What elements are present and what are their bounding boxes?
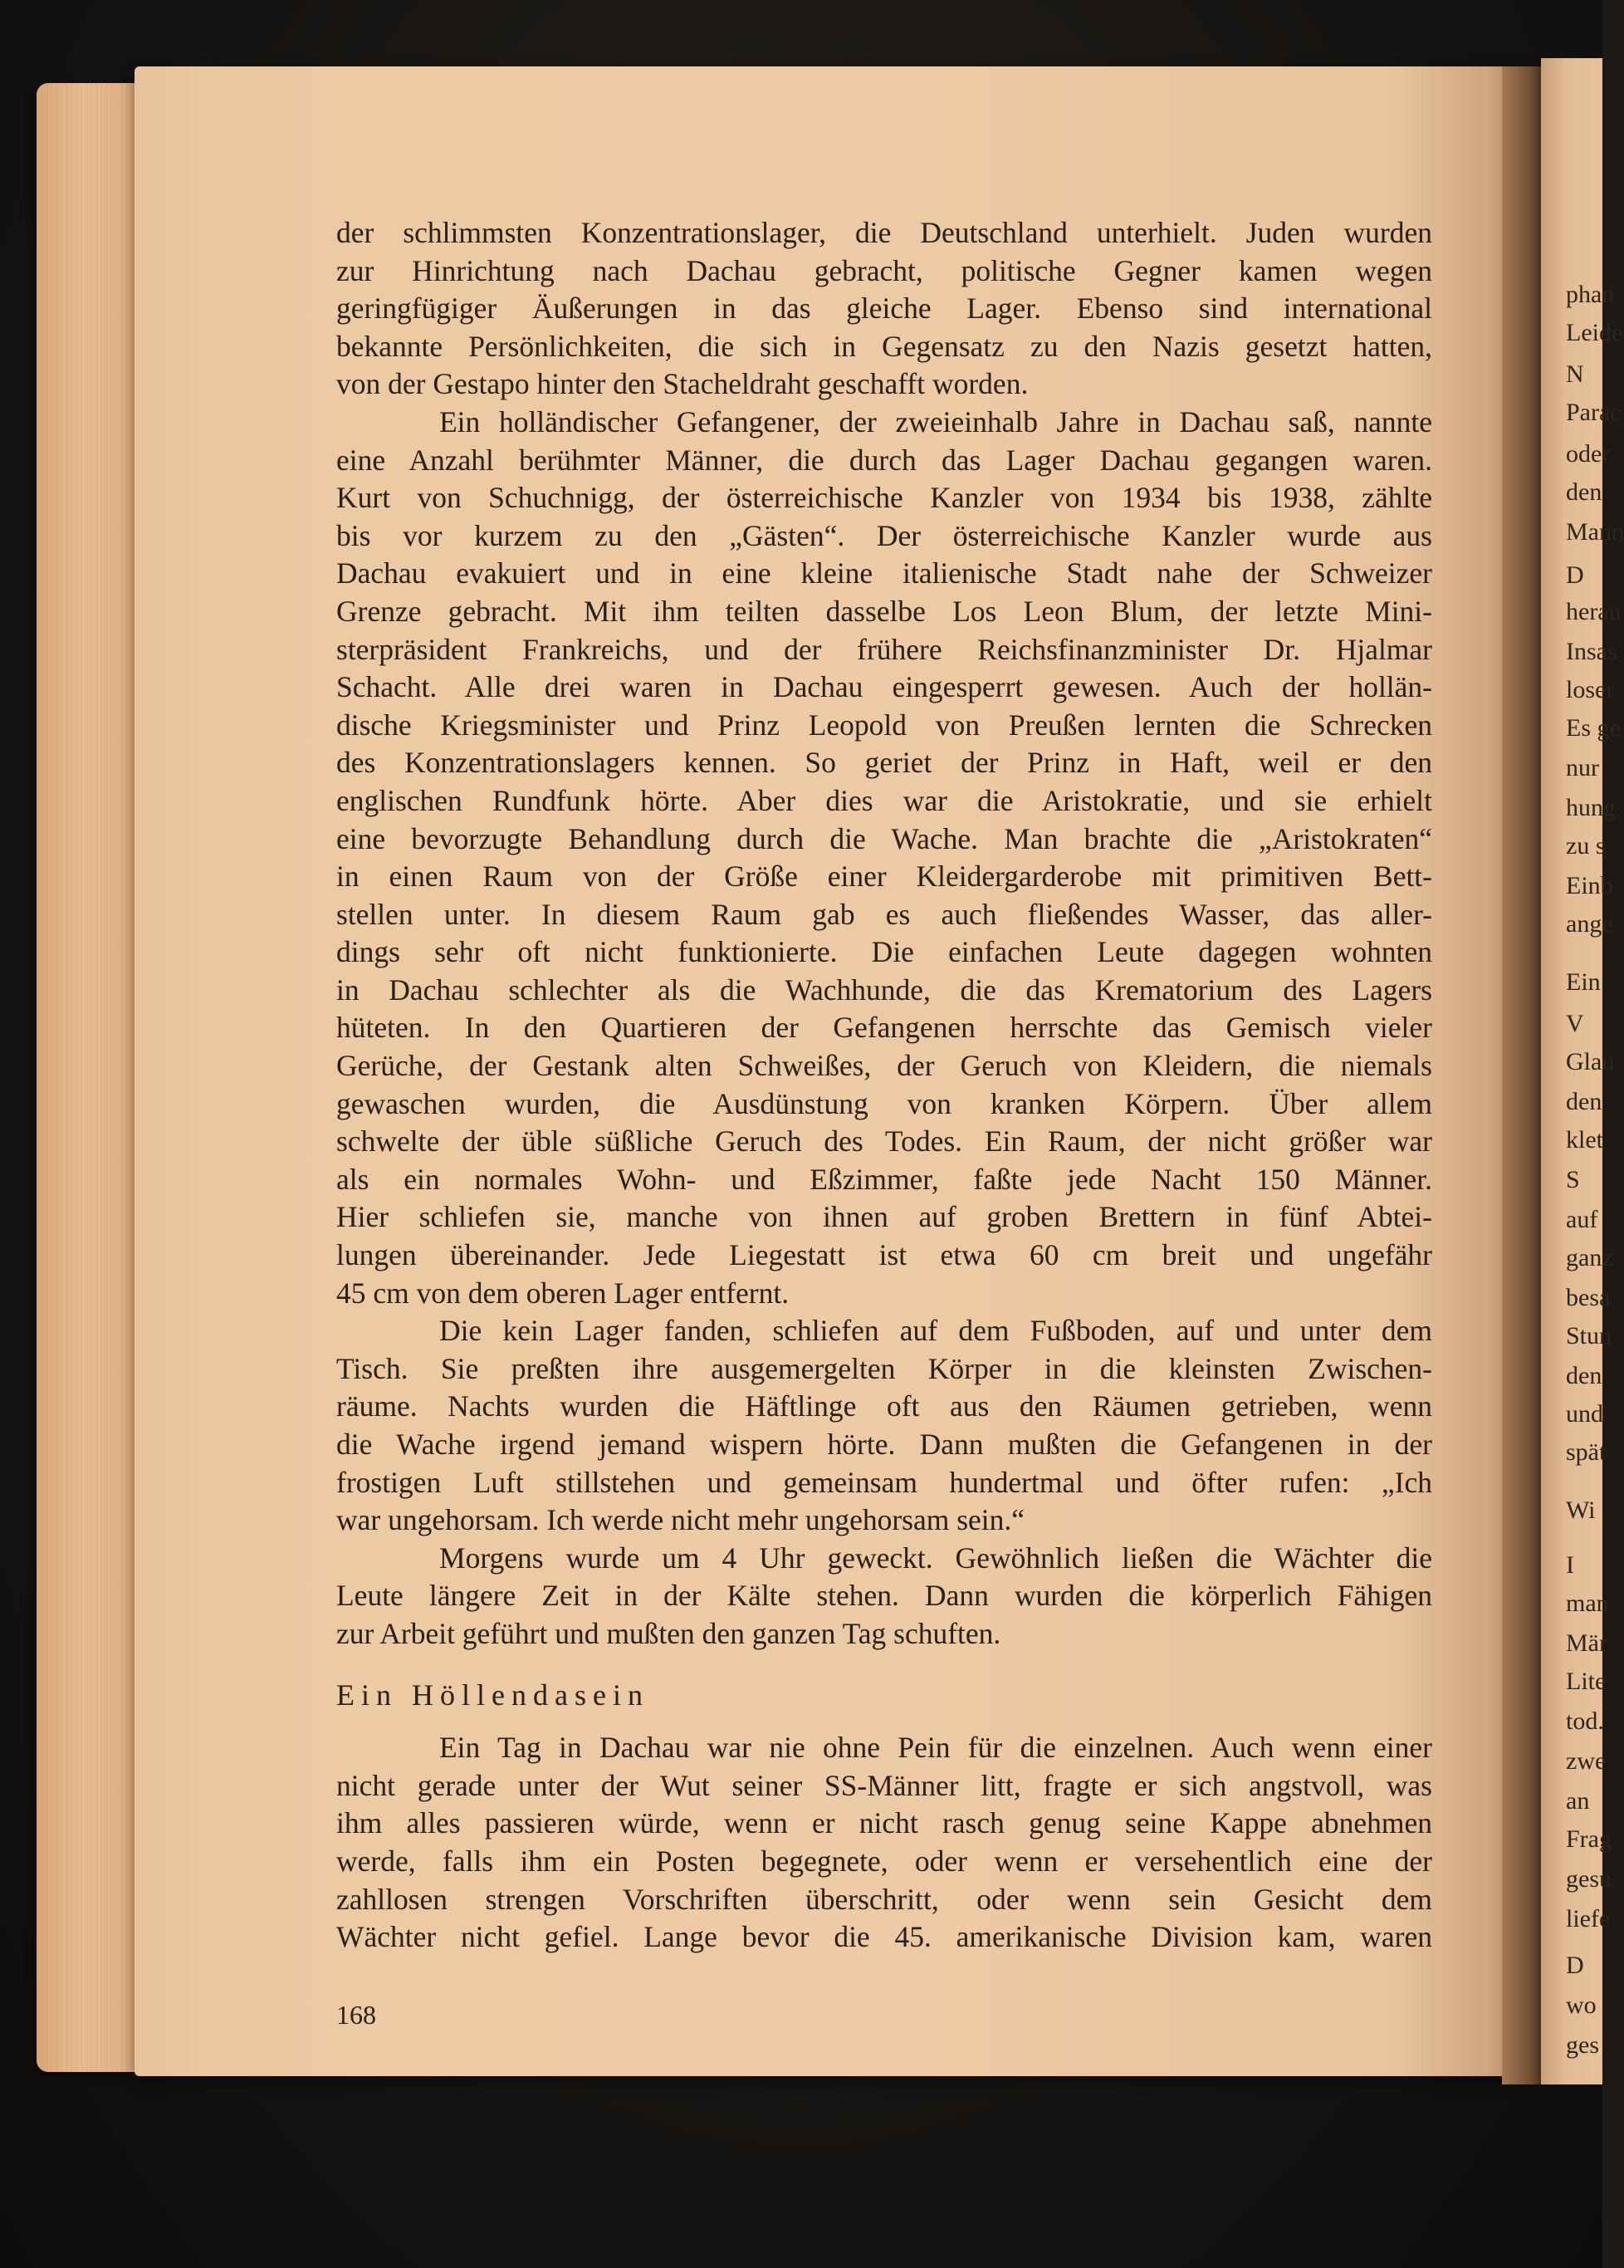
text-line: lungen übereinander. Jede Liegestatt ist etwa 60 cm breit und ungefähr <box>336 1238 1432 1272</box>
facing-page-fragment: man <box>1566 1590 1609 1617</box>
facing-page-fragment: Mär <box>1566 1629 1607 1657</box>
text-line: als ein normales Wohn- und Eßzimmer, faßte jede Nacht 150 Männer. <box>336 1162 1432 1196</box>
facing-page-fragment: I <box>1566 1551 1574 1579</box>
facing-page-fragment: ganz <box>1566 1244 1613 1271</box>
text-line: des Konzentrationslagers kennen. So geriet der Prinz in Haft, weil er den <box>336 746 1432 780</box>
text-line: Gerüche, der Gestank alten Schweißes, der Geruch von Kleidern, die niemals <box>336 1049 1432 1083</box>
text-line: Leute längere Zeit in der Kälte stehen. Dann wurden die körperlich Fähigen <box>336 1579 1432 1613</box>
facing-page-fragment: V <box>1566 1010 1584 1037</box>
facing-page-fragment: Ein <box>1566 968 1601 996</box>
text-line: frostigen Luft stillstehen und gemeinsam hundertmal und öfter rufen: „Ich <box>336 1465 1432 1499</box>
facing-page-fragment: Insas <box>1566 638 1617 665</box>
text-line: sterpräsident Frankreichs, und der frühere Reichsfinanzminister Dr. Hjalmar <box>336 632 1432 666</box>
text-line: zur Hinrichtung nach Dachau gebracht, politische Gegner kamen wegen <box>336 253 1432 287</box>
text-line: stellen unter. In diesem Raum gab es auch fließendes Wasser, das aller- <box>336 897 1432 931</box>
facing-page-fragment: Glau <box>1566 1048 1615 1075</box>
text-line: Tisch. Sie preßten ihre ausgemergelten Körper in die kleinsten Zwischen- <box>336 1351 1432 1385</box>
text-line: Kurt von Schuchnigg, der österreichische Kanzler von 1934 bis 1938, zählte <box>336 481 1432 515</box>
text-line: in einen Raum von der Größe einer Kleidergarderobe mit primitiven Bett- <box>336 860 1432 894</box>
text-line: dische Kriegsminister und Prinz Leopold von Preußen lernten die Schrecken <box>336 708 1432 742</box>
text-line: hüteten. In den Quartieren der Gefangenen herrschte das Gemisch vieler <box>336 1011 1432 1045</box>
text-line: Ein Tag in Dachau war nie ohne Pein für die einzelnen. Auch wenn einer <box>439 1731 1432 1765</box>
facing-page-fragment: Mann <box>1566 518 1624 546</box>
facing-page-fragment: besa <box>1566 1284 1611 1311</box>
facing-page-fragment: den <box>1566 478 1602 506</box>
text-line: Die kein Lager fanden, schliefen auf dem Fußboden, auf und unter dem <box>439 1314 1432 1348</box>
facing-page-fragment: liefe <box>1566 1905 1611 1932</box>
facing-page-fragment: ange <box>1566 910 1613 938</box>
page-number: 168 <box>336 2000 376 2030</box>
text-line: Morgens wurde um 4 Uhr geweckt. Gewöhnlich ließen die Wächter die <box>439 1541 1432 1575</box>
facing-page-fragment: auf <box>1566 1206 1598 1233</box>
facing-page-fragment: D <box>1566 1952 1584 1979</box>
text-line: nicht gerade unter der Wut seiner SS-Männer litt, fragte er sich angstvoll, was <box>336 1768 1432 1802</box>
facing-page-fragment: Frag <box>1566 1825 1612 1853</box>
facing-page-fragment: Einb <box>1566 872 1613 899</box>
facing-page-fragment: an <box>1566 1787 1590 1815</box>
facing-page-fragment: zwe <box>1566 1747 1607 1775</box>
text-line: der schlimmsten Konzentrationslager, die Deutschland unterhielt. Juden wurden <box>336 216 1432 249</box>
text-line: war ungehorsam. Ich werde nicht mehr ungehorsam sein.“ <box>336 1503 1025 1537</box>
facing-page-fragment: Lite <box>1566 1668 1607 1695</box>
text-line: räume. Nachts wurden die Häftlinge oft aus den Räumen getrieben, wenn <box>336 1389 1432 1423</box>
facing-page-fragment: hung <box>1566 794 1616 821</box>
text-line: werde, falls ihm ein Posten begegnete, oder wenn er versehentlich eine der <box>336 1844 1432 1878</box>
facing-page-fragment: loser <box>1566 676 1615 703</box>
text-line: geringfügiger Äußerungen in das gleiche Lager. Ebenso sind international <box>336 291 1432 326</box>
facing-page-fragment: den <box>1566 1362 1602 1389</box>
text-line: bis vor kurzem zu den „Gästen“. Der österreichische Kanzler wurde aus <box>336 518 1432 552</box>
text-line: Schacht. Alle drei waren in Dachau eingesperrt gewesen. Auch der hollän- <box>336 670 1432 704</box>
facing-page-fragment: und <box>1566 1400 1603 1428</box>
facing-page-fragment: spät <box>1566 1438 1607 1466</box>
facing-page-fragment: den <box>1566 1088 1602 1115</box>
text-line: eine Anzahl berühmter Männer, die durch das Lager Dachau gegangen waren. <box>336 443 1432 477</box>
text-line: zahllosen strengen Vorschriften überschritt, oder wenn sein Gesicht dem <box>336 1882 1432 1916</box>
text-line: Grenze gebracht. Mit ihm teilten dasselbe Los Leon Blum, der letzte Mini- <box>336 594 1432 628</box>
text-line: schwelte der üble süßliche Geruch des Todes. Ein Raum, der nicht größer war <box>336 1124 1432 1158</box>
paragraphs-after-heading <box>336 1729 1432 1957</box>
facing-page-fragment: Parac <box>1566 399 1622 426</box>
facing-page-fragment: wo <box>1566 1991 1597 2019</box>
text-line: bekannte Persönlichkeiten, die sich in Gegensatz zu den Nazis gesetzt hatten, <box>336 329 1432 363</box>
facing-page-fragment: N <box>1566 360 1584 388</box>
text-line: die Wache irgend jemand wispern hörte. Dann mußten die Gefangenen in der <box>336 1428 1432 1461</box>
text-line: Dachau evakuiert und in eine kleine italienische Stadt nahe der Schweizer <box>336 556 1432 590</box>
page-block-edge <box>37 83 144 2072</box>
facing-page-fragment: phan <box>1566 281 1615 308</box>
section-heading: Ein Höllendasein <box>336 1678 649 1712</box>
paragraphs-before-heading <box>336 214 1432 1653</box>
text-line: gewaschen wurden, die Ausdünstung von kranken Körpern. Über allem <box>336 1086 1432 1120</box>
facing-page-fragment: Es ge <box>1566 714 1621 742</box>
text-line: eine bevorzugte Behandlung durch die Wache. Man brachte die „Aristokraten“ <box>336 821 1432 855</box>
facing-page-fragment: S <box>1566 1166 1580 1193</box>
text-line: von der Gestapo hinter den Stacheldraht geschafft worden. <box>336 367 1029 401</box>
text-line: zur Arbeit geführt und mußten den ganzen Tag schuften. <box>336 1616 1001 1650</box>
facing-page-fragment: Leide <box>1566 319 1623 346</box>
text-line: in Dachau schlechter als die Wachhunde, die das Krematorium des Lagers <box>336 972 1432 1007</box>
text-line: dings sehr oft nicht funktionierte. Die einfachen Leute dagegen wohnten <box>336 935 1432 969</box>
right-page-edge <box>1541 58 1624 2084</box>
text-line: ihm alles passieren würde, wenn er nicht rasch genug seine Kappe abnehmen <box>336 1806 1432 1840</box>
text-line: 45 cm von dem oberen Lager entfernt. <box>336 1276 790 1310</box>
facing-page-fragment: Stun <box>1566 1322 1612 1350</box>
facing-page-fragment: klet <box>1566 1126 1603 1154</box>
facing-page-fragment: nur <box>1566 754 1599 781</box>
text-line: englischen Rundfunk hörte. Aber dies war die Aristokratie, und sie erhielt <box>336 783 1432 817</box>
facing-page-fragment: gesu <box>1566 1865 1612 1893</box>
facing-page-fragment: tod. <box>1566 1707 1604 1735</box>
text-line: Ein holländischer Gefangener, der zweieinhalb Jahre in Dachau saß, nannte <box>439 404 1432 438</box>
facing-page-fragment: herau <box>1566 598 1622 625</box>
facing-page-fragment: oder <box>1566 440 1611 468</box>
text-line: Hier schliefen sie, manche von ihnen auf groben Brettern in fünf Abtei- <box>336 1200 1432 1234</box>
facing-page-fragment: zu s <box>1566 832 1606 860</box>
facing-page-fragment: D <box>1566 561 1584 589</box>
facing-page-fragment: ges <box>1566 2031 1599 2059</box>
page-body-text <box>336 214 1432 1957</box>
facing-page-fragment: Wi <box>1566 1496 1596 1524</box>
text-line: Wächter nicht gefiel. Lange bevor die 45. amerikanische Division kam, waren <box>336 1920 1432 1954</box>
